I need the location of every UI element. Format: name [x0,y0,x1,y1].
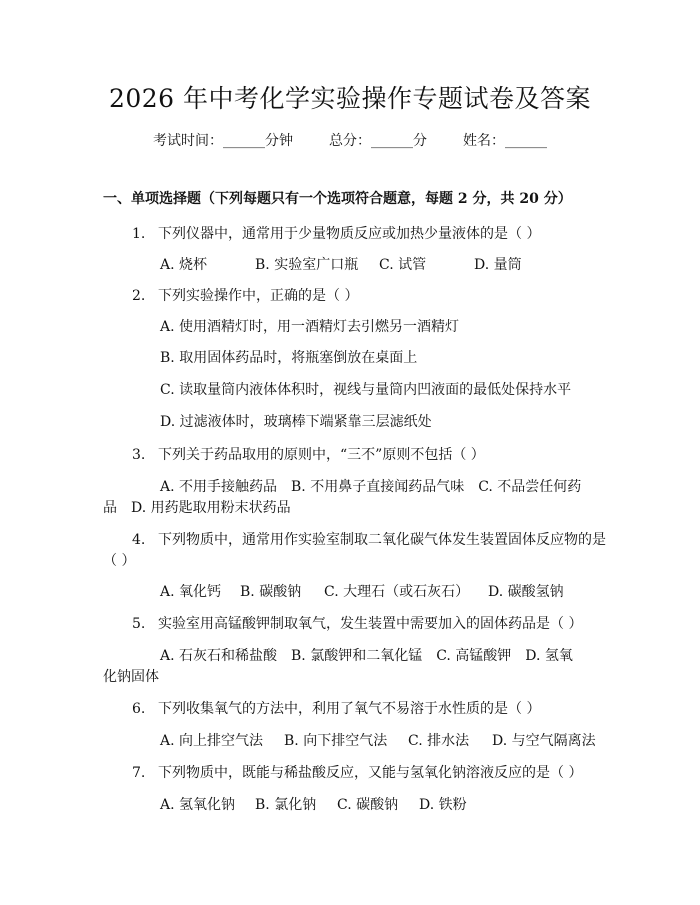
question-stem: 下列收集氧气的方法中，利用了氧气不易溶于水性质的是（ ） [158,701,541,717]
option-c: C. 排水法 [408,733,470,749]
option-a: A. 氧化钙 [160,584,222,600]
page-title: 2026 年中考化学实验操作专题试卷及答案 [108,84,592,113]
section-heading: 一、单项选择题（下列每题只有一个选项符合题意，每题 2 分，共 20 分） [103,191,572,207]
question-4-options [160,581,564,603]
question-4-stem-wrap: （ ） [103,553,136,569]
question-stem: 下列物质中，既能与稀盐酸反应，又能与氢氧化钠溶液反应的是（ ） [158,765,583,781]
question-7 [132,762,582,784]
question-stem: 下列物质中，通常用作实验室制取二氧化碳气体发生装置固体反应物的是 [158,532,606,548]
option-c: C. 大理石（或石灰石） [324,584,470,600]
option-d: D. 过滤液体时，玻璃棒下端紧靠三层滤纸处 [160,414,432,430]
question-number: 6. [132,701,146,717]
option-b: B. 氯化钠 [255,797,317,813]
question-6-options [160,730,596,752]
option-b: B. 实验室广口瓶 [255,257,359,273]
option-a: A. 向上排空气法 [160,733,264,749]
option-b: B. 向下排空气法 [284,733,388,749]
option-d: D. 碳酸氢钠 [488,584,564,600]
question-1 [132,223,540,245]
question-1-options [160,254,522,276]
question-5-options-wrap: 化钠固体 [103,669,159,685]
option-c: C. 碳酸钠 [337,797,399,813]
option-a: A. 氢氧化钠 [160,797,236,813]
option-d: D. 铁粉 [419,797,467,813]
question-3-options: A. 不用手接触药品 B. 不用鼻子直接闻药品气味 C. 不品尝任何药 [160,479,582,495]
option-a: A. 烧杯 [160,257,208,273]
question-7-options [160,794,467,816]
total-score-field: 总分：______分 [329,133,427,149]
question-number: 3. [132,447,146,463]
option-d: D. 量筒 [474,257,522,273]
option-c: C. 试管 [379,257,427,273]
exam-info-line [0,130,700,152]
option-a: A. 使用酒精灯时，用一酒精灯去引燃另一酒精灯 [160,319,460,335]
question-number: 7. [132,765,146,781]
question-2 [132,285,358,307]
question-number: 1. [132,226,146,242]
question-4 [132,529,606,551]
question-number: 4. [132,532,146,548]
question-stem: 下列仪器中，通常用于少量物质反应或加热少量液体的是（ ） [158,226,541,242]
question-5-options: A. 石灰石和稀盐酸 B. 氯酸钾和二氧化锰 C. 高锰酸钾 D. 氢氧 [160,648,573,664]
exam-time-field: 考试时间：______分钟 [153,133,293,149]
question-stem: 下列关于药品取用的原则中，“三不”原则不包括（ ） [158,447,485,463]
question-3-options-wrap: 品 D. 用药匙取用粉末状药品 [103,500,291,516]
question-6 [132,698,540,720]
question-5 [132,613,582,635]
question-number: 5. [132,616,146,632]
question-stem: 实验室用高锰酸钾制取氧气，发生装置中需要加入的固体药品是（ ） [158,616,583,632]
student-name-field: 姓名：______ [463,133,547,149]
question-stem: 下列实验操作中，正确的是（ ） [158,288,359,304]
option-b: B. 碳酸钠 [240,584,302,600]
question-number: 2. [132,288,146,304]
question-3 [132,444,485,466]
option-b: B. 取用固体药品时，将瓶塞倒放在桌面上 [160,350,418,366]
option-c: C. 读取量筒内液体体积时，视线与量筒内凹液面的最低处保持水平 [160,382,572,398]
option-d: D. 与空气隔离法 [492,733,596,749]
